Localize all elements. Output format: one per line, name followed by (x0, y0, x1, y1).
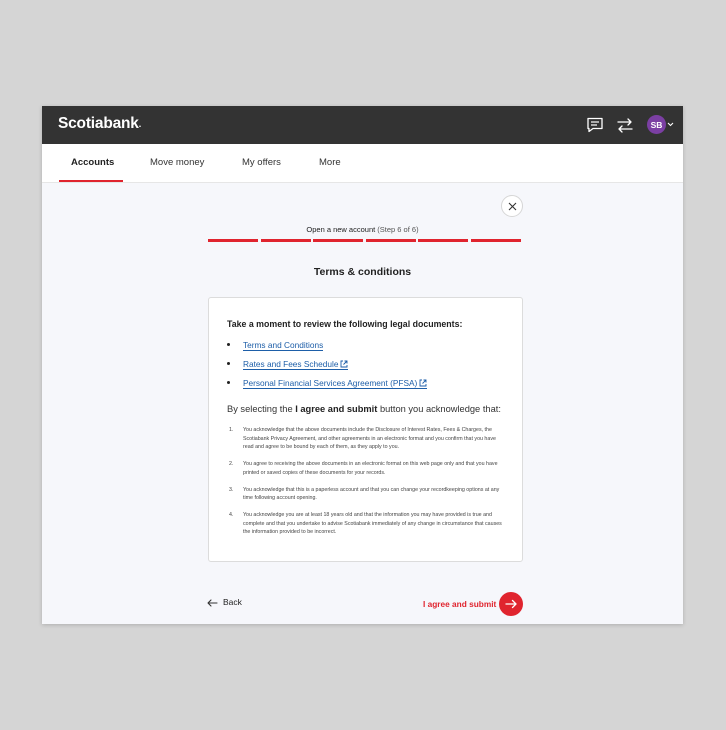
chevron-down-icon[interactable] (667, 120, 674, 128)
external-link-icon (419, 379, 427, 387)
bullet (227, 343, 230, 346)
step-count: (Step 6 of 6) (377, 225, 419, 234)
progress-step (418, 239, 468, 242)
list-item: 4. You acknowledge you are at least 18 years old and that the information you may have provided is true and complete and that you undertake to advise Scotiabank immediately of any change in circumstance that causes the information provided to be incorrect. (229, 511, 502, 536)
progress-steps (208, 239, 521, 242)
acknowledgement-text: By selecting the I agree and submit button you acknowledge that: (227, 404, 501, 414)
arrow-left-icon (207, 599, 218, 607)
avatar[interactable]: SB (647, 115, 666, 134)
terms-and-conditions-link[interactable]: Terms and Conditions (243, 340, 324, 350)
active-tab-indicator (59, 180, 123, 182)
top-bar (42, 106, 683, 144)
progress-step (208, 239, 258, 242)
bullet (227, 381, 230, 384)
page-title: Terms & conditions (313, 266, 412, 278)
scotiabank-logo[interactable]: Scotiabank. (58, 115, 142, 132)
agree-submit-label[interactable]: I agree and submit (423, 599, 497, 609)
external-link-icon (340, 360, 348, 368)
progress-step (261, 239, 311, 242)
agree-submit-button[interactable] (499, 592, 523, 616)
arrow-right-icon (505, 599, 517, 609)
back-label: Back (223, 597, 242, 607)
rates-and-fees-link[interactable]: Rates and Fees Schedule (243, 359, 348, 370)
app-window (42, 106, 683, 624)
close-button[interactable] (501, 195, 523, 217)
tab-my-offers[interactable]: My offers (242, 157, 281, 168)
list-item: 3. You acknowledge that this is a paperless account and that you can change your recordkeeping options at any time following account opening. (229, 486, 500, 502)
message-icon[interactable] (585, 115, 605, 135)
terms-list (229, 426, 506, 545)
close-icon (508, 202, 517, 211)
step-label: Open a new account (306, 225, 376, 234)
bullet (227, 362, 230, 365)
tab-accounts[interactable]: Accounts (71, 157, 115, 168)
main-nav (42, 144, 683, 183)
tab-move-money[interactable]: Move money (150, 157, 205, 168)
progress-step (366, 239, 416, 242)
list-item: 2. You agree to receiving the above documents in an electronic format on this web page only and that you have printed or saved copies of these documents for your records. (229, 461, 498, 476)
progress-step (471, 239, 521, 242)
list-item: 1. You acknowledge that the above documents include the Disclosure of Interest Rates, Fees & Charges, the Scotiabank Privacy Agreement, and other agreements in an electronic format and you confirm that you have read and agree to be bound by each of them, as they apply to you. (229, 427, 496, 451)
transfer-icon[interactable] (615, 115, 635, 135)
progress-step (313, 239, 363, 242)
tab-more[interactable]: More (319, 157, 341, 168)
legal-documents-card (208, 297, 523, 562)
card-heading: Take a moment to review the following legal documents: (227, 319, 463, 329)
step-indicator (42, 225, 683, 234)
pfsa-link[interactable]: Personal Financial Services Agreement (PFSA) (243, 378, 427, 389)
